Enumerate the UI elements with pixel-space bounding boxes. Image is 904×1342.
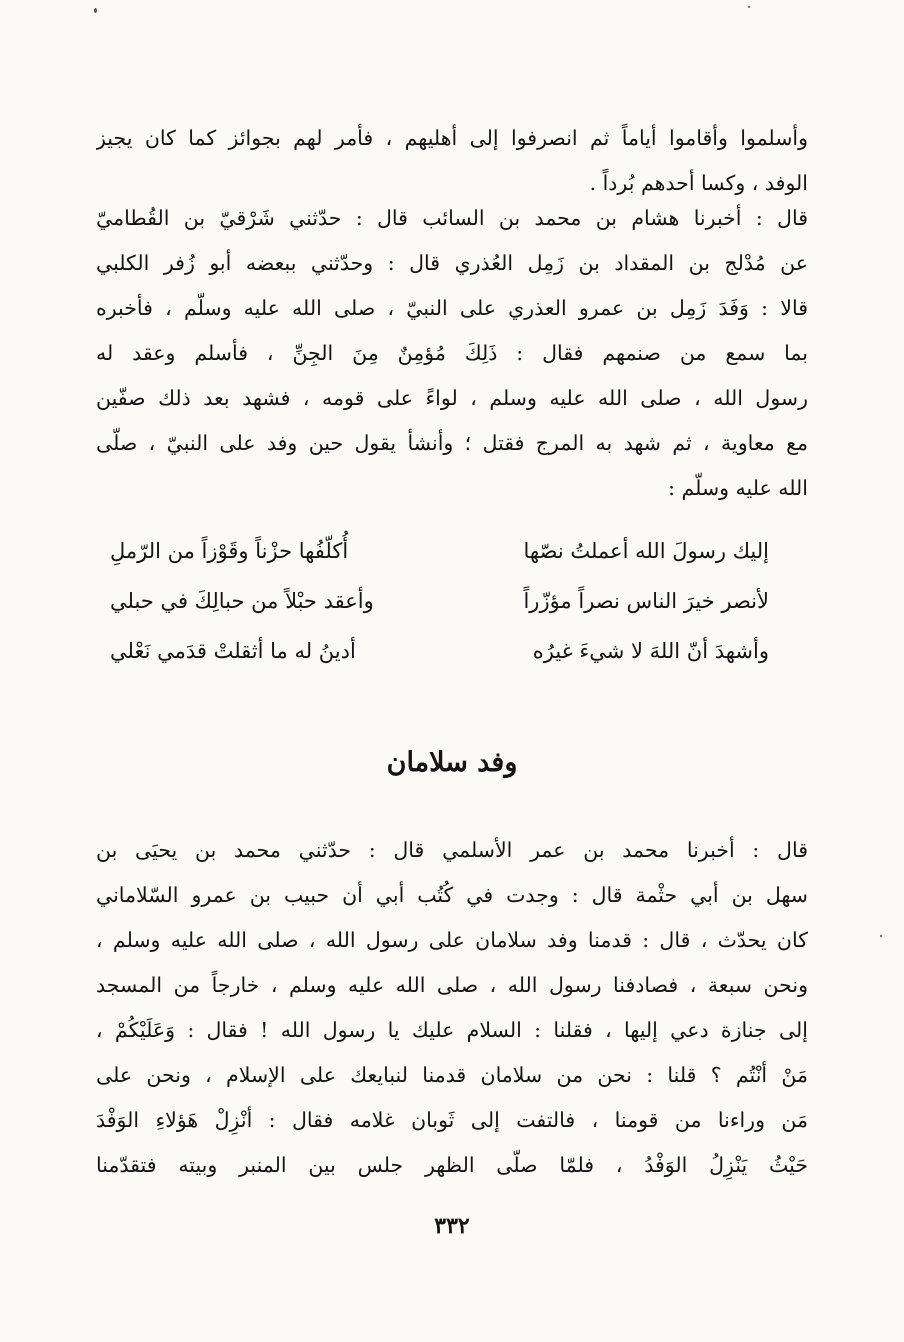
text-line: قال : أخبرنا محمد بن عمر الأسلمي قال : حدّثني محمد بن يحيَى بن bbox=[96, 838, 808, 862]
text-line: وأسلموا وأقاموا أياماً ثم انصرفوا إلى أهليهم ، فأمر لهم بجوائز كما كان يجيز bbox=[96, 126, 808, 150]
text-line: كان يحدّث ، قال : قدمنا وفد سلامان على رسول الله ، صلى الله عليه وسلم ، bbox=[96, 928, 808, 952]
paragraph-2 bbox=[96, 196, 808, 511]
text-line: مَنْ أنْتُم ؟ قلنا : نحن من سلامان قدمنا لنبايعك على الإسلام ، ونحن على bbox=[96, 1063, 808, 1087]
text-line: الوفد ، وكسا أحدهم بُرداً . bbox=[589, 171, 808, 195]
text-line: ونحن سبعة ، فصادفنا رسول الله ، صلى الله عليه وسلم ، خارجاً من المسجد bbox=[96, 973, 808, 997]
text-line: إلى جنازة دعي إليها ، فقلنا : السلام عليك يا رسول الله ! فقال : وَعَلَيْكُمْ ، bbox=[96, 1018, 808, 1042]
text-line: رسول الله ، صلى الله عليه وسلم ، لواءً على قومه ، فشهد بعد ذلك صفّين bbox=[96, 386, 808, 410]
text-line: مع معاوية ، ثم شهد به المرج فقتل ؛ وأنشأ يقول حين وفد على النبيّ ، صلّى bbox=[96, 431, 808, 455]
poem-verse bbox=[110, 576, 769, 626]
verse-first-hemistich: وأشهدَ أنّ اللهَ لا شيءَ غيرُه bbox=[532, 639, 769, 663]
verse-second-hemistich: أُكلّفُها حزْناً وقَوْزاً من الرّملِ bbox=[110, 539, 349, 563]
text-line: سهل بن أبي حثْمة قال : وجدت في كُتُب أبي أن حبيب بن عمرو السّلاماني bbox=[96, 883, 808, 907]
verse-first-hemistich: إليك رسولَ الله أعملتُ نصّها bbox=[523, 539, 769, 563]
text-line: حَيْثُ يَنْزِلُ الوَفْدُ ، فلمّا صلّى الظهر جلس بين المنبر وبيته فتقدّمنا bbox=[96, 1153, 808, 1177]
scan-speck bbox=[748, 6, 750, 8]
scan-speck bbox=[94, 8, 97, 13]
text-line: بما سمع من صنمهم فقال : ذَلِكَ مُؤمِنٌ مِنَ الجِنِّ ، فأسلم وعقد له bbox=[96, 341, 808, 365]
text-line: قال : أخبرنا هشام بن محمد بن السائب قال : حدّثني شَرْقيّ بن القُطاميّ bbox=[96, 206, 808, 230]
page-number: ٣٣٢ bbox=[434, 1213, 470, 1239]
verse-second-hemistich: أدينُ له ما أثقلتْ قدَمي نَعْلي bbox=[110, 639, 356, 663]
text-line: قالا : وَفَدَ زَمِل بن عمرو العذري على النبيّ ، صلى الله عليه وسلّم ، فأخبره bbox=[96, 296, 808, 320]
paragraph-3 bbox=[96, 828, 808, 1188]
poem bbox=[110, 526, 769, 676]
verse-first-hemistich: لأنصر خيرَ الناس نصراً مؤزّراً bbox=[523, 589, 769, 613]
text-line: عن مُدْلج بن المقداد بن زَمِل العُذري قال : وحدّثني ببعضه أبو زُفر الكلبي bbox=[96, 251, 808, 275]
section-heading: وفد سلامان bbox=[386, 747, 518, 778]
poem-verse bbox=[110, 526, 769, 576]
text-line: مَن وراءنا من قومنا ، فالتفت إلى ثَوبان غلامه فقال : أنْزِلْ هَؤلاءِ الوَفْدَ bbox=[96, 1108, 808, 1132]
scan-speck bbox=[880, 935, 882, 937]
text-line: الله عليه وسلّم : bbox=[668, 476, 808, 500]
paragraph-1 bbox=[96, 116, 808, 206]
poem-verse bbox=[110, 626, 769, 676]
verse-second-hemistich: وأعقد حبْلاً من حبالِكَ في حبلي bbox=[110, 589, 374, 613]
